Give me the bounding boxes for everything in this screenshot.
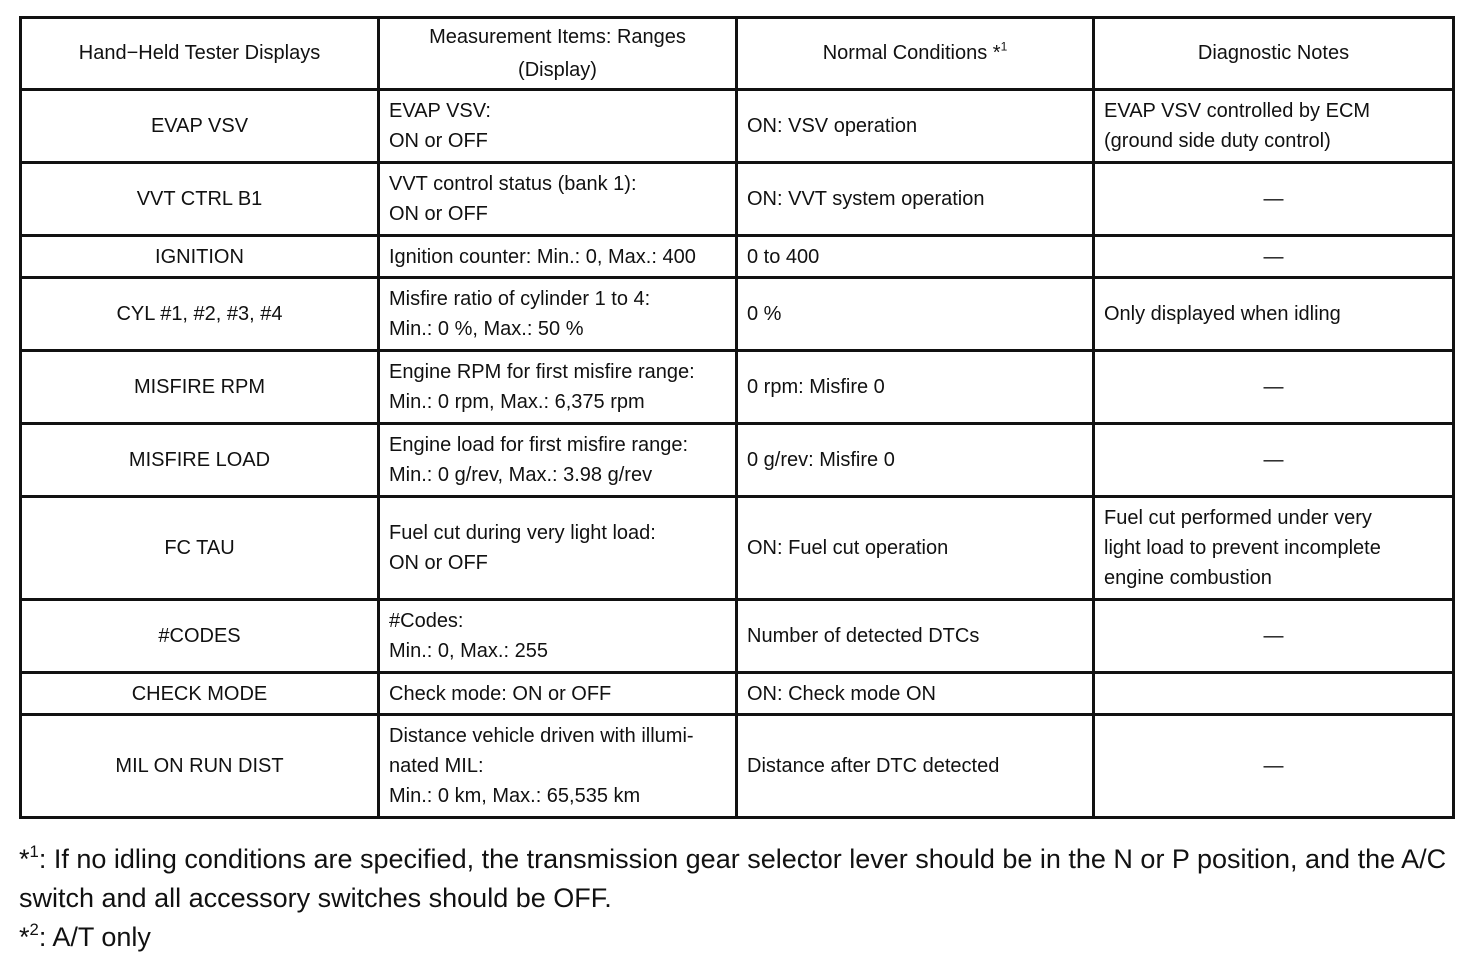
measurement-line: ON or OFF	[389, 552, 488, 574]
cell-normal-condition: Number of detected DTCs	[737, 600, 1094, 673]
cell-measurement-range	[379, 424, 737, 497]
measurement-line: Misfire ratio of cylinder 1 to 4:	[389, 288, 651, 310]
notes-line: —	[1263, 449, 1284, 471]
cell-diagnostic-notes	[1094, 497, 1454, 600]
footnote-2-number: 2	[29, 920, 39, 940]
cell-measurement-range	[379, 278, 737, 351]
header-notes-label: Diagnostic Notes	[1197, 42, 1350, 64]
table-row	[21, 497, 1454, 600]
cell-normal-condition: 0 to 400	[737, 236, 1094, 278]
notes-line: —	[1263, 376, 1284, 398]
measurement-line: Min.: 0 rpm, Max.: 6,375 rpm	[389, 391, 645, 413]
cell-tester-display: #CODES	[21, 600, 379, 673]
footnote-1-number: 1	[29, 842, 39, 862]
header-tester-displays	[21, 18, 379, 90]
table-row	[21, 600, 1454, 673]
cell-measurement-range	[379, 715, 737, 818]
cell-tester-display: FC TAU	[21, 497, 379, 600]
cell-measurement-range	[379, 90, 737, 163]
cell-tester-display: CHECK MODE	[21, 673, 379, 715]
footnote-2	[19, 918, 1459, 957]
header-measurement-line2: (Display)	[518, 58, 597, 81]
measurement-line: Engine load for first misfire range:	[389, 434, 689, 456]
cell-tester-display: MISFIRE LOAD	[21, 424, 379, 497]
cell-normal-condition: Distance after DTC detected	[737, 715, 1094, 818]
table-row	[21, 236, 1454, 278]
footnotes	[19, 840, 1459, 957]
table-row	[21, 715, 1454, 818]
notes-line: EVAP VSV controlled by ECM	[1104, 100, 1371, 122]
table-row	[21, 424, 1454, 497]
cell-normal-condition: ON: Fuel cut operation	[737, 497, 1094, 600]
notes-line: engine combustion	[1104, 567, 1272, 589]
header-measurement-line1: Measurement Items: Ranges	[429, 25, 686, 48]
notes-line: —	[1263, 245, 1284, 268]
measurement-line: Min.: 0 g/rev, Max.: 3.98 g/rev	[389, 464, 653, 486]
cell-diagnostic-notes	[1094, 236, 1454, 278]
measurement-line: Min.: 0 km, Max.: 65,535 km	[389, 785, 641, 807]
data-list-table	[19, 16, 1455, 819]
cell-tester-display: VVT CTRL B1	[21, 163, 379, 236]
cell-normal-condition: ON: Check mode ON	[737, 673, 1094, 715]
cell-normal-condition: ON: VSV operation	[737, 90, 1094, 163]
cell-diagnostic-notes	[1094, 673, 1454, 715]
cell-diagnostic-notes	[1094, 715, 1454, 818]
cell-normal-condition: 0 %	[737, 278, 1094, 351]
notes-line: Only displayed when idling	[1104, 303, 1341, 325]
table-row	[21, 673, 1454, 715]
header-measurement-items	[379, 18, 737, 90]
measurement-line: ON or OFF	[389, 203, 488, 225]
cell-diagnostic-notes	[1094, 424, 1454, 497]
cell-diagnostic-notes	[1094, 278, 1454, 351]
header-normal-footnote-ref: 1	[1000, 39, 1008, 54]
cell-diagnostic-notes	[1094, 163, 1454, 236]
measurement-line: ON or OFF	[389, 130, 488, 152]
cell-diagnostic-notes	[1094, 90, 1454, 163]
cell-tester-display: MIL ON RUN DIST	[21, 715, 379, 818]
measurement-line: Distance vehicle driven with illumi-	[389, 725, 694, 747]
measurement-line: Min.: 0, Max.: 255	[389, 640, 548, 662]
header-diagnostic-notes	[1094, 18, 1454, 90]
cell-measurement-range	[379, 351, 737, 424]
cell-normal-condition: 0 rpm: Misfire 0	[737, 351, 1094, 424]
cell-tester-display: CYL #1, #2, #3, #4	[21, 278, 379, 351]
measurement-line: #Codes:	[389, 610, 464, 632]
cell-measurement-range	[379, 600, 737, 673]
notes-line: (ground side duty control)	[1104, 130, 1331, 152]
header-normal-conditions	[737, 18, 1094, 90]
measurement-line: EVAP VSV:	[389, 100, 491, 122]
notes-line: —	[1263, 755, 1284, 777]
cell-normal-condition: 0 g/rev: Misfire 0	[737, 424, 1094, 497]
cell-measurement-range	[379, 497, 737, 600]
cell-normal-condition: ON: VVT system operation	[737, 163, 1094, 236]
cell-measurement-range	[379, 673, 737, 715]
table-header-row	[21, 18, 1454, 90]
cell-tester-display: IGNITION	[21, 236, 379, 278]
table-body	[21, 90, 1454, 818]
cell-diagnostic-notes	[1094, 600, 1454, 673]
footnote-1-text: : If no idling conditions are specified, the transmission gear selector lever should be in the N or P position, and the A/C switch and all accessory switches should be OFF.	[19, 844, 1447, 913]
measurement-line: Fuel cut during very light load:	[389, 522, 656, 544]
cell-diagnostic-notes	[1094, 351, 1454, 424]
table-row	[21, 163, 1454, 236]
header-tester-displays-label: Hand−Held Tester Displays	[78, 42, 321, 64]
footnote-2-text: : A/T only	[38, 922, 151, 952]
notes-line: light load to prevent incomplete	[1104, 537, 1381, 559]
footnote-1	[19, 840, 1459, 918]
measurement-line: nated MIL:	[389, 755, 484, 777]
measurement-line: Ignition counter: Min.: 0, Max.: 400	[389, 245, 696, 268]
footnote-2-mark: *	[19, 922, 30, 952]
measurement-line: VVT control status (bank 1):	[389, 173, 637, 195]
cell-tester-display: MISFIRE RPM	[21, 351, 379, 424]
notes-line: Fuel cut performed under very	[1104, 507, 1372, 529]
cell-tester-display: EVAP VSV	[21, 90, 379, 163]
table-row	[21, 90, 1454, 163]
cell-measurement-range	[379, 163, 737, 236]
cell-measurement-range	[379, 236, 737, 278]
table-row	[21, 278, 1454, 351]
notes-line: —	[1263, 625, 1284, 647]
footnote-1-mark: *	[19, 844, 30, 874]
header-normal-label: Normal Conditions *	[822, 42, 1001, 64]
notes-line: —	[1263, 188, 1284, 210]
measurement-line: Check mode: ON or OFF	[389, 682, 612, 705]
measurement-line: Engine RPM for first misfire range:	[389, 361, 695, 383]
data-list-table-container	[19, 16, 1452, 819]
measurement-line: Min.: 0 %, Max.: 50 %	[389, 318, 584, 340]
table-row	[21, 351, 1454, 424]
